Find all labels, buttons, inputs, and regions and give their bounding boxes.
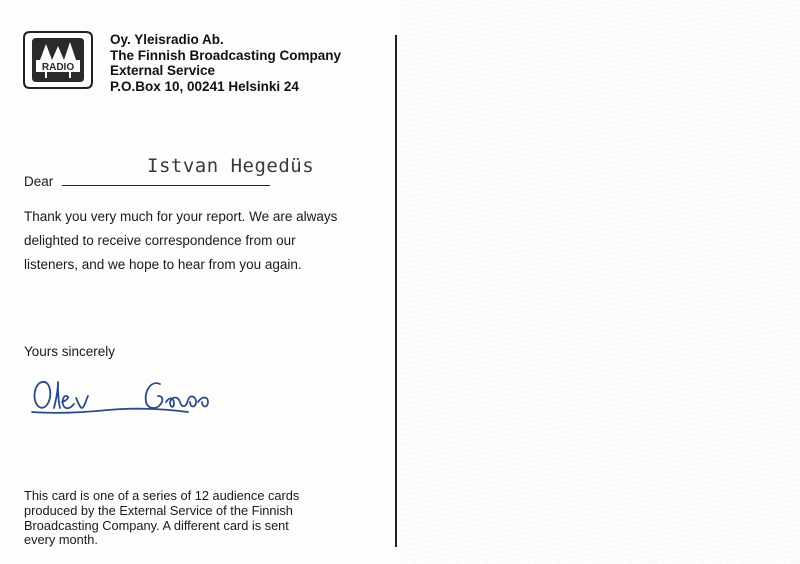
sender-line-2: The Finnish Broadcasting Company <box>110 47 342 63</box>
sender-line-1: Oy. Yleisradio Ab. <box>110 32 224 47</box>
salutation-line <box>62 185 270 186</box>
footer-line-2: produced by the External Service of the Finnish <box>24 502 293 518</box>
footer-line-4: every month. <box>24 532 98 548</box>
closing-text: Yours sincerely <box>24 344 116 359</box>
recipient-name: Istvan Hegedüs <box>147 155 315 177</box>
yleisradio-logo-icon <box>22 30 94 90</box>
sender-line-3: External Service <box>110 63 216 78</box>
footer-note <box>24 489 299 548</box>
logo-text: RADIO <box>41 62 75 73</box>
sender-address <box>110 32 341 94</box>
message-body <box>24 205 389 277</box>
message-line-2: delighted to receive correspondence from our <box>24 233 296 248</box>
footer-line-3: Broadcasting Company. A different card is sent <box>24 517 289 533</box>
footer-line-1: This card is one of a series of 12 audience cards <box>24 488 300 503</box>
card-divider <box>395 35 397 547</box>
message-line-3: listeners, and we hope to hear from you again. <box>24 257 302 272</box>
salutation-label: Dear <box>24 174 54 189</box>
handwritten-signature-icon <box>28 372 228 422</box>
message-line-1: Thank you very much for your report. We are always <box>24 209 338 224</box>
sender-line-4: P.O.Box 10, 00241 Helsinki 24 <box>110 78 299 94</box>
